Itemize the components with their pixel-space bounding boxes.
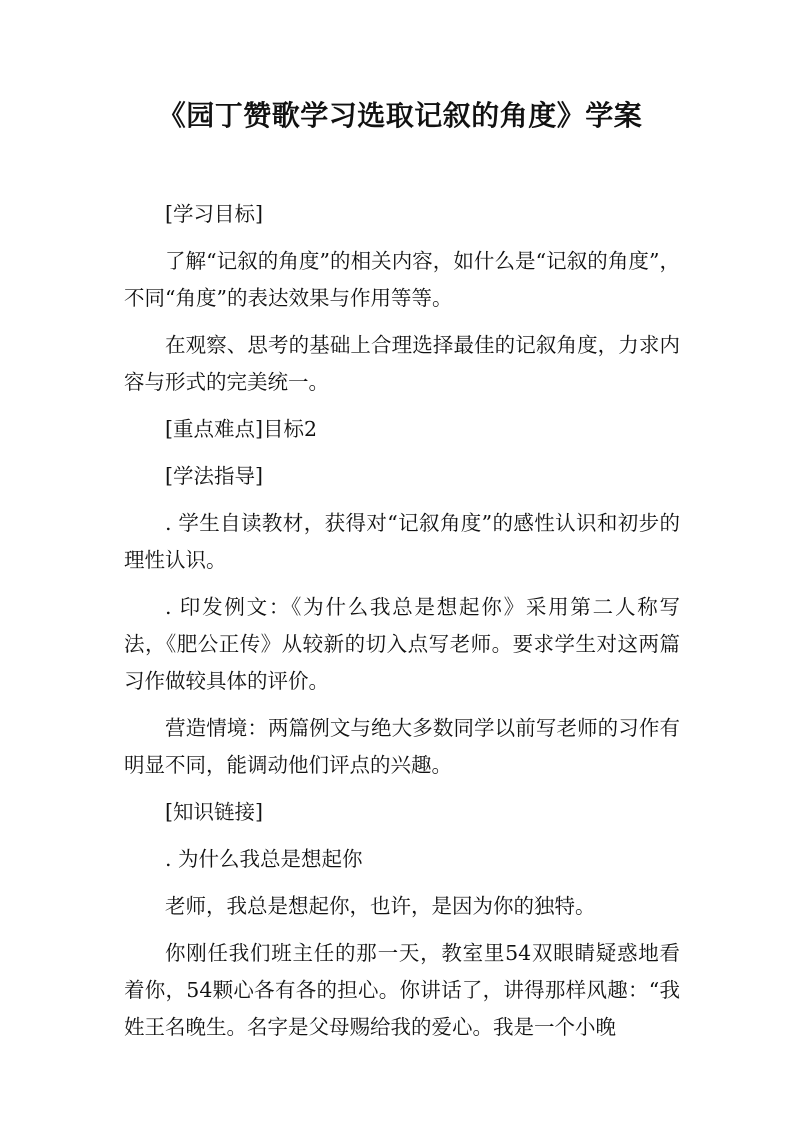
document-title: 《园丁赞歌学习选取记叙的角度》学案 bbox=[157, 99, 643, 132]
paragraph: 在观察、思考的基础上合理选择最佳的记叙角度，力求内容与形式的完美统一。 bbox=[124, 333, 680, 394]
paragraph: 营造情境：两篇例文与绝大多数同学以前写老师的习作有明显不同，能调动他们评点的兴趣。 bbox=[124, 716, 680, 777]
paragraph: . 为什么我总是想起你 bbox=[165, 847, 363, 871]
section-heading-objectives: [学习目标] bbox=[165, 202, 263, 226]
paragraph: 了解“记叙的角度”的相关内容，如什么是“记叙的角度”，不同“角度”的表达效果与作用等等。 bbox=[124, 249, 680, 310]
paragraph: 你刚任我们班主任的那一天，教室里54双眼睛疑惑地看着你，54颗心各有各的担心。你讲话了，讲得那样风趣：“我姓王名晚生。名字是父母赐给我的爱心。我是一个小晚 bbox=[124, 941, 680, 1039]
paragraph: . 学生自读教材，获得对“记叙角度”的感性认识和初步的理性认识。 bbox=[124, 511, 680, 572]
paragraph: . 印发例文：《为什么我总是想起你》采用第二人称写法，《肥公正传》从较新的切入点写老师。要求学生对这两篇习作做较具体的评价。 bbox=[124, 595, 680, 693]
section-heading-knowledge-link: [知识链接] bbox=[165, 800, 263, 824]
section-heading-key-points: [重点难点]目标2 bbox=[165, 417, 318, 441]
section-heading-method-guide: [学法指导] bbox=[165, 464, 263, 488]
document-body bbox=[124, 196, 680, 1056]
paragraph: 老师，我总是想起你，也许，是因为你的独特。 bbox=[165, 894, 596, 918]
